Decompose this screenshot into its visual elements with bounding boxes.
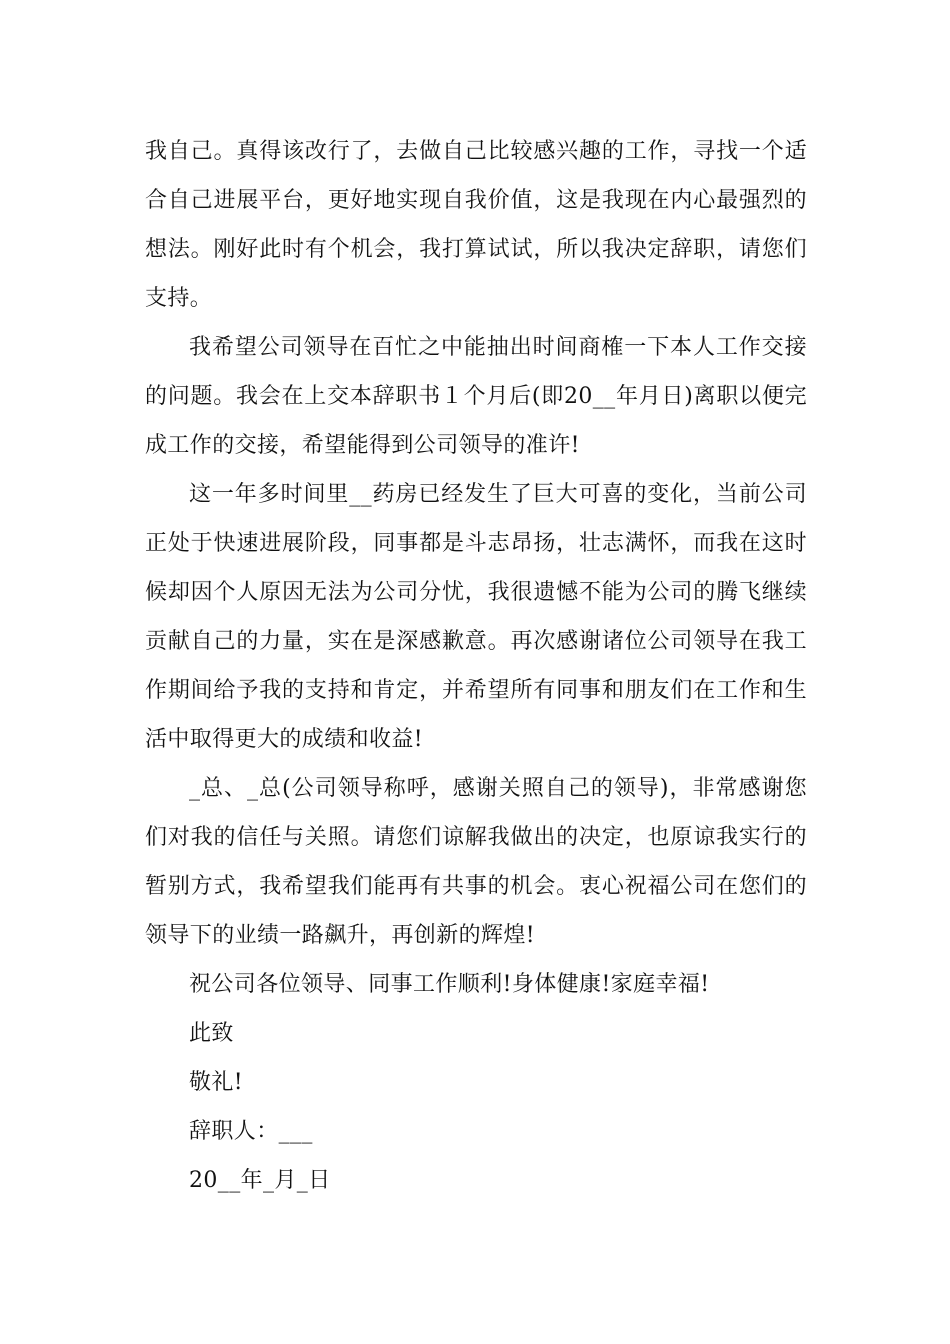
date-line: 20__年_月_日 (189, 1168, 331, 1193)
paragraph-thanks: _总、_总(公司领导称呼，感谢关照自己的领导)，非常感谢您们对我的信任与关照。请您们谅解我做出的决定，也原谅我实行的暂别方式，我希望我们能再有共事的机会。衷心祝福公司在您们的领导下的业绩一路飙升，再创新的辉煌! (145, 776, 807, 948)
closing-greeting-1: 此致 (189, 1021, 234, 1046)
paragraph-apology: 这一年多时间里__药房已经发生了巨大可喜的变化，当前公司正处于快速进展阶段，同事都是斗志昂扬，壮志满怀，而我在这时候却因个人原因无法为公司分忧，我很遗憾不能为公司的腾飞继续贡献自己的力量，实在是深感歉意。再次感谢诸位公司领导在我工作期间给予我的支持和肯定，并希望所有同事和朋友们在工作和生活中取得更大的成绩和收益! (145, 482, 807, 752)
letter-body (145, 127, 807, 1205)
signature-line: 辞职人：___ (189, 1119, 313, 1144)
closing-wishes: 祝公司各位领导、同事工作顺利!身体健康!家庭幸福! (189, 972, 710, 997)
paragraph-continuation: 我自己。真得该改行了，去做自己比较感兴趣的工作，寻找一个适合自己进展平台，更好地实现自我价值，这是我现在内心最强烈的想法。刚好此时有个机会，我打算试试，所以我决定辞职，请您们支持。 (145, 139, 807, 311)
paragraph-handover: 我希望公司领导在百忙之中能抽出时间商榷一下本人工作交接的问题。我会在上交本辞职书１个月后(即20__年月日)离职以便完成工作的交接，希望能得到公司领导的准许! (145, 335, 807, 458)
closing-greeting-2: 敬礼! (189, 1070, 244, 1095)
